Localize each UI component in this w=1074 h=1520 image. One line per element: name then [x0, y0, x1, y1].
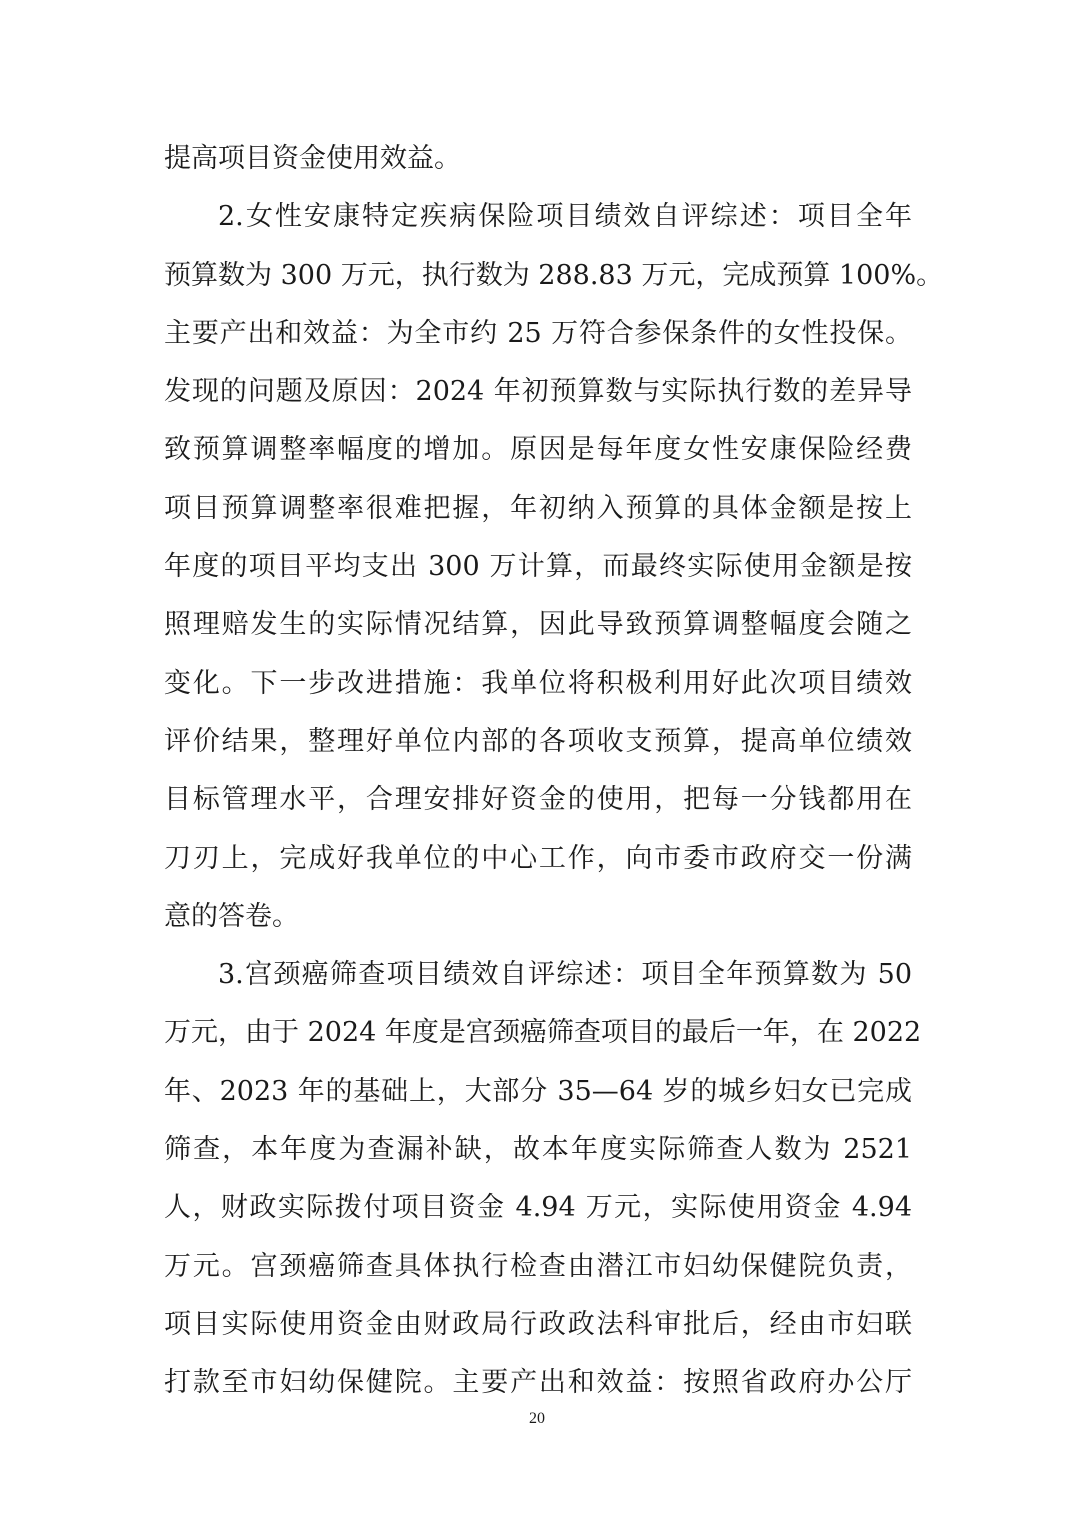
text-line: 年、2023 年的基础上，大部分 35—64 岁的城乡妇女已完成	[164, 1075, 912, 1107]
text-line: 万元。宫颈癌筛查具体执行检查由潜江市妇幼保健院负责，	[164, 1250, 912, 1282]
text-line: 预算数为 300 万元，执行数为 288.83 万元，完成预算 100%。	[164, 259, 944, 291]
text-line: 发现的问题及原因：2024 年初预算数与实际执行数的差异导	[164, 376, 912, 408]
text-line: 变化。下一步改进措施：我单位将积极利用好此次项目绩效	[164, 667, 912, 699]
text-line: 提高项目资金使用效益。	[164, 143, 461, 174]
text-line: 项目实际使用资金由财政局行政政法科审批后，经由市妇联	[164, 1308, 912, 1340]
text-line: 评价结果，整理好单位内部的各项收支预算，提高单位绩效	[164, 725, 912, 757]
text-line: 照理赔发生的实际情况结算，因此导致预算调整幅度会随之	[164, 609, 912, 641]
text-line: 3.宫颈癌筛查项目绩效自评综述：项目全年预算数为 50	[218, 959, 912, 991]
text-line: 万元，由于 2024 年度是宫颈癌筛查项目的最后一年，在 2022	[164, 1017, 922, 1049]
text-line: 致预算调整率幅度的增加。原因是每年度女性安康保险经费	[164, 434, 912, 466]
text-line: 2.女性安康特定疾病保险项目绩效自评综述：项目全年	[218, 201, 912, 233]
text-line: 筛查，本年度为查漏补缺，故本年度实际筛查人数为 2521	[164, 1134, 912, 1166]
text-line: 意的答卷。	[164, 900, 299, 932]
text-line: 人，财政实际拨付项目资金 4.94 万元，实际使用资金 4.94	[164, 1192, 912, 1224]
body-text	[164, 130, 944, 1413]
text-line: 年度的项目平均支出 300 万计算，而最终实际使用金额是按	[164, 551, 912, 583]
text-line: 打款至市妇幼保健院。主要产出和效益：按照省政府办公厅	[164, 1367, 912, 1399]
text-line: 刀刃上，完成好我单位的中心工作，向市委市政府交一份满	[164, 842, 912, 874]
text-line: 项目预算调整率很难把握，年初纳入预算的具体金额是按上	[164, 492, 912, 524]
text-line: 目标管理水平，合理安排好资金的使用，把每一分钱都用在	[164, 784, 912, 816]
text-line: 主要产出和效益：为全市约 25 万符合参保条件的女性投保。	[164, 317, 912, 349]
page-number: 20	[529, 1410, 545, 1427]
